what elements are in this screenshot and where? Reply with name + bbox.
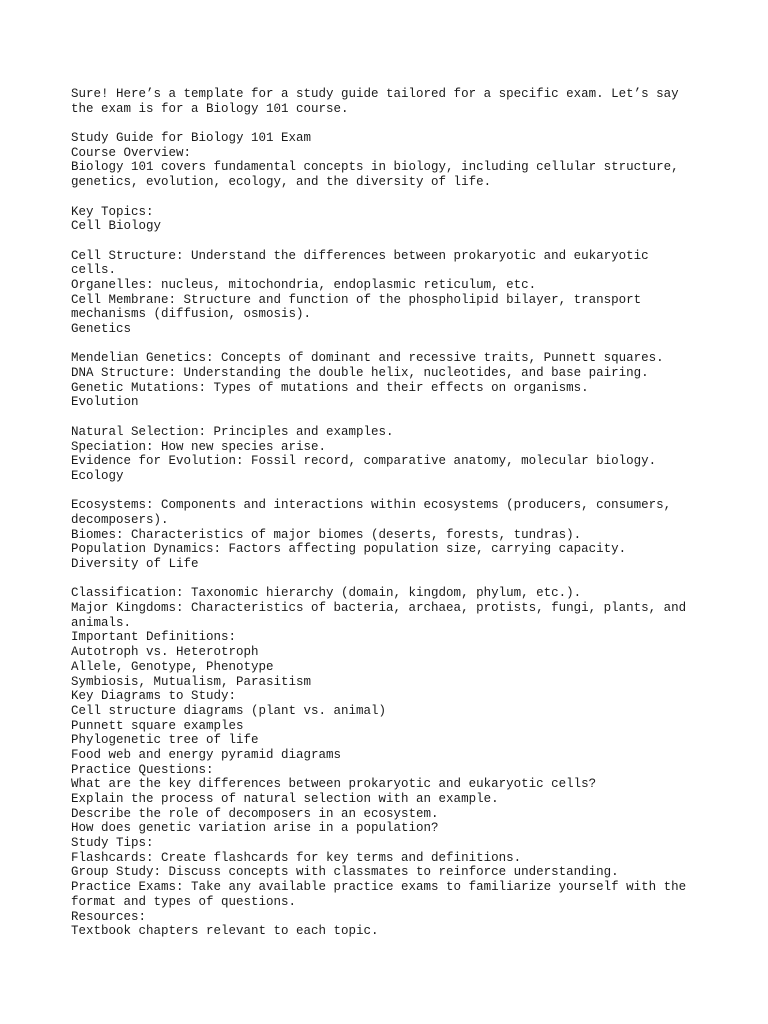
section-line: Evidence for Evolution: Fossil record, comparative anatomy, molecular biology. [71, 454, 657, 469]
section-heading: Diversity of Life [71, 557, 199, 571]
intro-line: the exam is for a Biology 101 course. [71, 101, 349, 116]
tip-item: Practice Exams: Take any available practice exams to familiarize yourself with the [71, 880, 687, 895]
section-line: Genetic Mutations: Types of mutations and their effects on organisms. [71, 380, 589, 395]
tip-item: format and types of questions. [71, 894, 297, 909]
document-title: Study Guide for Biology 101 Exam [71, 131, 312, 146]
section-line: decomposers). [71, 512, 169, 527]
definition-item: Symbiosis, Mutualism, Parasitism [71, 674, 312, 689]
course-overview-heading: Course Overview: [71, 145, 192, 160]
section-line: DNA Structure: Understanding the double helix, nucleotides, and base pairing. [71, 366, 649, 381]
practice-question: Describe the role of decomposers in an ecosystem. [71, 806, 439, 821]
key-topics-heading: Key Topics: [71, 204, 154, 219]
tip-item: Group Study: Discuss concepts with classmates to reinforce understanding. [71, 865, 619, 880]
tips-heading: Study Tips: [71, 836, 154, 851]
resources-heading: Resources: [71, 909, 147, 924]
section-heading: Genetics [71, 322, 132, 336]
section-line: Organelles: nucleus, mitochondria, endoplasmic reticulum, etc. [71, 277, 537, 292]
section-line: mechanisms (diffusion, osmosis). [71, 307, 312, 322]
section-line: Ecosystems: Components and interactions within ecosystems (producers, consumers, [71, 498, 672, 513]
section-line: Biomes: Characteristics of major biomes (deserts, forests, tundras). [71, 527, 582, 542]
diagram-item: Cell structure diagrams (plant vs. animal) [71, 703, 387, 718]
tip-item: Flashcards: Create flashcards for key terms and definitions. [71, 850, 522, 865]
document-page [71, 87, 711, 939]
section-heading: Evolution [71, 395, 139, 410]
practice-question: How does genetic variation arise in a population? [71, 821, 439, 836]
section-line: Speciation: How new species arise. [71, 439, 327, 454]
course-overview-line: genetics, evolution, ecology, and the diversity of life. [71, 175, 492, 190]
diagram-item: Food web and energy pyramid diagrams [71, 747, 342, 762]
section-line: Classification: Taxonomic hierarchy (domain, kingdom, phylum, etc.). [71, 586, 582, 601]
practice-heading: Practice Questions: [71, 762, 214, 777]
section-line: cells. [71, 263, 117, 278]
course-overview-line: Biology 101 covers fundamental concepts in biology, including cellular structure, [71, 160, 679, 175]
section-line: animals. [71, 615, 132, 630]
diagrams-heading: Key Diagrams to Study: [71, 689, 237, 704]
section-line: Cell Membrane: Structure and function of the phospholipid bilayer, transport [71, 292, 642, 307]
diagram-item: Phylogenetic tree of life [71, 733, 259, 748]
practice-question: Explain the process of natural selection with an example. [71, 792, 499, 806]
section-line: Mendelian Genetics: Concepts of dominant and recessive traits, Punnett squares. [71, 351, 664, 366]
definition-item: Autotroph vs. Heterotroph [71, 645, 259, 660]
diagram-item: Punnett square examples [71, 718, 244, 733]
section-line: Cell Structure: Understand the differences between prokaryotic and eukaryotic [71, 248, 649, 263]
definition-item: Allele, Genotype, Phenotype [71, 659, 274, 674]
section-line: Population Dynamics: Factors affecting population size, carrying capacity. [71, 542, 627, 557]
section-heading: Cell Biology [71, 219, 162, 234]
resource-item: Textbook chapters relevant to each topic. [71, 924, 379, 939]
practice-question: What are the key differences between prokaryotic and eukaryotic cells? [71, 777, 597, 792]
definitions-heading: Important Definitions: [71, 630, 237, 645]
section-heading: Ecology [71, 468, 124, 483]
intro-line: Sure! Here’s a template for a study guide tailored for a specific exam. Let’s say [71, 87, 679, 101]
section-line: Natural Selection: Principles and examples. [71, 424, 394, 439]
section-line: Major Kingdoms: Characteristics of bacteria, archaea, protists, fungi, plants, and [71, 601, 687, 616]
